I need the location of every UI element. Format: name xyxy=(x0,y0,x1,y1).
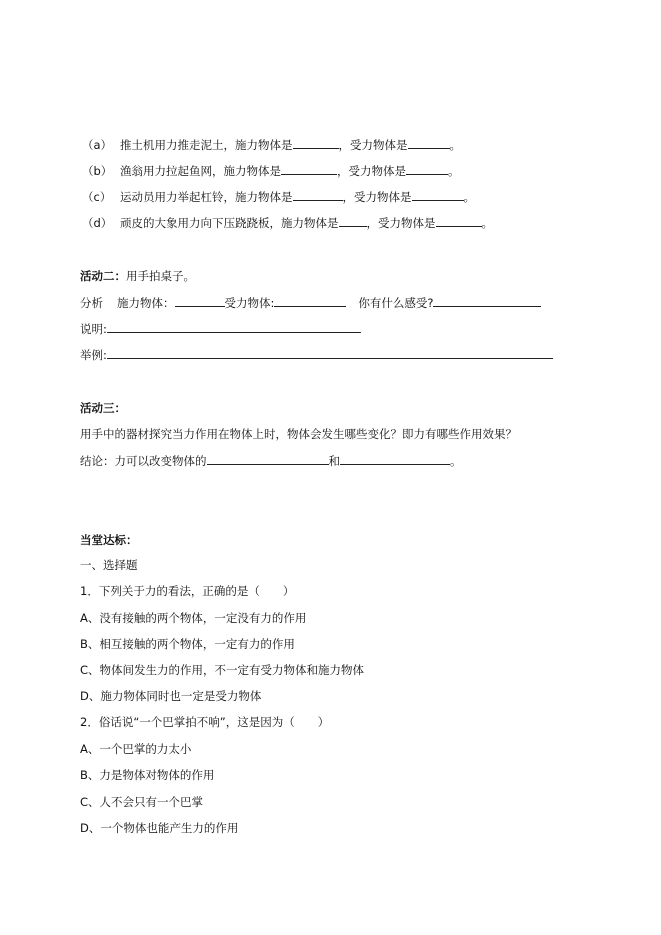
activity2-heading xyxy=(80,268,195,284)
exert-blank[interactable] xyxy=(175,294,225,307)
exert-label: 施力物体： xyxy=(117,296,175,310)
question-1-option-a[interactable]: A、没有接触的两个物体，一定没有力的作用 xyxy=(80,611,307,625)
activity1-item-c xyxy=(82,188,475,205)
feel-blank[interactable] xyxy=(433,294,541,307)
activity2-analysis-row xyxy=(80,294,541,311)
practice-title: 当堂达标： xyxy=(80,533,138,547)
question-2-option-d[interactable]: D、一个物体也能产生力的作用 xyxy=(80,821,239,835)
answer-blank[interactable] xyxy=(406,162,448,175)
item-end: 。 xyxy=(449,138,461,152)
item-label: （b） xyxy=(82,164,113,178)
activity2-explain-row xyxy=(80,320,361,337)
answer-blank[interactable] xyxy=(339,214,367,227)
activity3-conclusion-row xyxy=(80,452,462,469)
explain-blank[interactable] xyxy=(107,320,361,333)
answer-blank[interactable] xyxy=(281,162,337,175)
feel-label: 你有什么感受? xyxy=(358,296,434,310)
item-end: 。 xyxy=(481,216,493,230)
activity2-title-rest: 用手拍桌子。 xyxy=(126,269,195,283)
activity1-item-a xyxy=(82,136,461,153)
item-text: 运动员用力举起杠铃，施力物体是 xyxy=(120,190,293,204)
answer-blank[interactable] xyxy=(293,136,339,149)
item-text: 顽皮的大象用力向下压跷跷板，施力物体是 xyxy=(120,216,339,230)
question-2-option-b[interactable]: B、力是物体对物体的作用 xyxy=(80,768,215,782)
item-end: 。 xyxy=(463,190,475,204)
question-2-option-c[interactable]: C、人不会只有一个巴掌 xyxy=(80,795,204,809)
explain-label: 说明: xyxy=(80,322,107,336)
question-1-option-d[interactable]: D、施力物体同时也一定是受力物体 xyxy=(80,689,262,703)
activity2-example-row xyxy=(80,346,553,363)
answer-blank[interactable] xyxy=(408,136,450,149)
answer-blank[interactable] xyxy=(436,214,482,227)
item-mid: ，受力物体是 xyxy=(337,164,406,178)
question-1-option-b[interactable]: B、相互接触的两个物体，一定有力的作用 xyxy=(80,637,295,651)
receive-label: 受力物体: xyxy=(224,296,275,310)
question-2-option-a[interactable]: A、一个巴掌的力太小 xyxy=(80,742,192,756)
item-mid: ，受力物体是 xyxy=(366,216,436,230)
activity3-question: 用手中的器材探究当力作用在物体上时，物体会发生哪些变化？即力有哪些作用效果？ xyxy=(80,427,517,441)
item-mid: ，受力物体是 xyxy=(338,138,408,152)
item-text: 推土机用力推走泥土，施力物体是 xyxy=(120,138,293,152)
section-heading: 一、选择题 xyxy=(80,558,138,572)
answer-blank[interactable] xyxy=(412,188,464,201)
activity2-title: 活动二： xyxy=(80,269,126,283)
answer-blank[interactable] xyxy=(293,188,343,201)
analysis-label: 分析 xyxy=(80,296,103,310)
conclusion-blank-1[interactable] xyxy=(207,452,329,465)
question-1-option-c[interactable]: C、物体间发生力的作用，不一定有受力物体和施力物体 xyxy=(80,663,365,677)
item-mid: ，受力物体是 xyxy=(342,190,412,204)
conclusion-and: 和 xyxy=(328,454,340,468)
conclusion-blank-2[interactable] xyxy=(340,452,450,465)
receive-blank[interactable] xyxy=(274,294,346,307)
item-text: 渔翁用力拉起鱼网，施力物体是 xyxy=(120,164,281,178)
activity1-item-d xyxy=(82,214,493,231)
question-1-stem: 1．下列关于力的看法，正确的是（ ） xyxy=(80,584,295,598)
conclusion-label: 结论：力可以改变物体的 xyxy=(80,454,207,468)
item-label: （a） xyxy=(82,138,113,152)
item-label: （d） xyxy=(82,216,113,230)
activity3-title: 活动三： xyxy=(80,401,126,415)
example-blank[interactable] xyxy=(107,346,553,359)
question-2-stem: 2．俗话说“一个巴掌拍不响”，这是因为（ ） xyxy=(80,715,330,729)
conclusion-end: 。 xyxy=(450,454,462,468)
activity1-item-b xyxy=(82,162,460,179)
example-label: 举例: xyxy=(80,348,107,362)
item-end: 。 xyxy=(448,164,460,178)
item-label: （c） xyxy=(82,190,112,204)
